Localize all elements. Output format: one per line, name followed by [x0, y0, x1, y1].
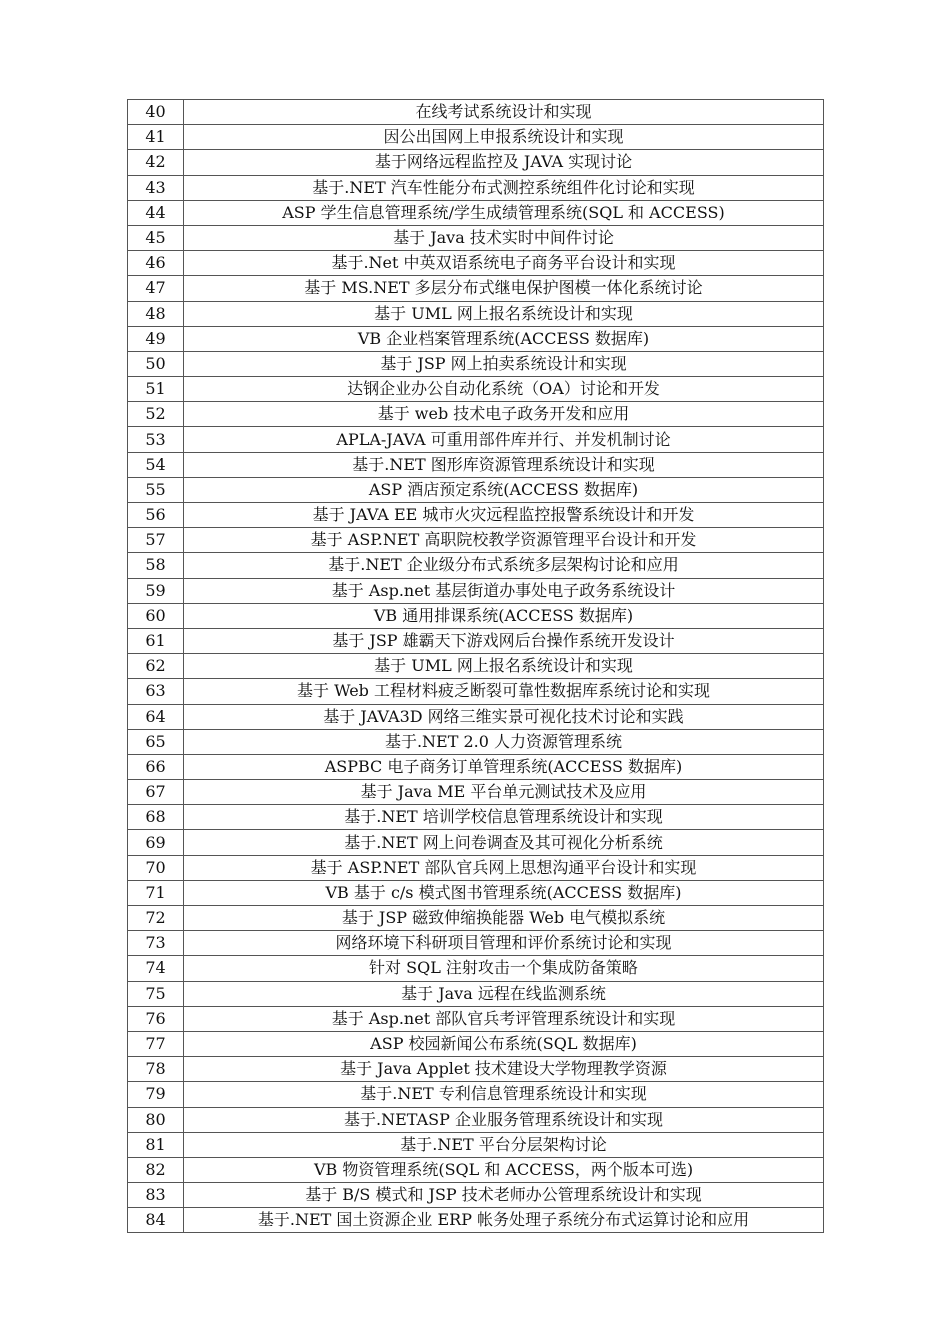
row-number-cell: 45: [128, 225, 184, 250]
row-number-cell: 42: [128, 150, 184, 175]
table-row: [128, 704, 824, 729]
row-number-cell: 74: [128, 956, 184, 981]
table-row: [128, 477, 824, 502]
topic-title-cell: 基于.Net 中英双语系统电子商务平台设计和实现: [184, 251, 824, 276]
table-row: [128, 880, 824, 905]
topic-title-cell: 基于 UML 网上报名系统设计和实现: [184, 301, 824, 326]
row-number-cell: 76: [128, 1006, 184, 1031]
table-row: [128, 780, 824, 805]
topic-title-cell: 在线考试系统设计和实现: [184, 100, 824, 125]
table-row: [128, 830, 824, 855]
row-number-cell: 69: [128, 830, 184, 855]
topic-table-body: [128, 100, 824, 1233]
row-number-cell: 71: [128, 880, 184, 905]
table-row: [128, 1183, 824, 1208]
table-row: [128, 1006, 824, 1031]
topic-title-cell: 基于 JAVA3D 网络三维实景可视化技术讨论和实践: [184, 704, 824, 729]
topic-title-cell: 达钢企业办公自动化系统（OA）讨论和开发: [184, 377, 824, 402]
table-row: [128, 402, 824, 427]
table-row: [128, 729, 824, 754]
row-number-cell: 54: [128, 452, 184, 477]
row-number-cell: 56: [128, 503, 184, 528]
topic-title-cell: APLA-JAVA 可重用部件库并行、并发机制讨论: [184, 427, 824, 452]
topic-title-cell: 针对 SQL 注射攻击一个集成防备策略: [184, 956, 824, 981]
table-row: [128, 125, 824, 150]
row-number-cell: 75: [128, 981, 184, 1006]
topic-title-cell: 基于 Asp.net 基层街道办事处电子政务系统设计: [184, 578, 824, 603]
topic-title-cell: 基于 Java 技术实时中间件讨论: [184, 225, 824, 250]
topic-title-cell: 因公出国网上申报系统设计和实现: [184, 125, 824, 150]
table-row: [128, 1157, 824, 1182]
topic-title-cell: ASP 酒店预定系统(ACCESS 数据库): [184, 477, 824, 502]
topic-title-cell: 基于.NET 2.0 人力资源管理系统: [184, 729, 824, 754]
row-number-cell: 58: [128, 553, 184, 578]
topic-title-cell: 基于 JAVA EE 城市火灾远程监控报警系统设计和开发: [184, 503, 824, 528]
topic-title-cell: 基于.NET 专利信息管理系统设计和实现: [184, 1082, 824, 1107]
row-number-cell: 49: [128, 326, 184, 351]
table-row: [128, 1208, 824, 1233]
table-row: [128, 1057, 824, 1082]
row-number-cell: 41: [128, 125, 184, 150]
table-row: [128, 931, 824, 956]
row-number-cell: 70: [128, 855, 184, 880]
topic-title-cell: 基于 JSP 网上拍卖系统设计和实现: [184, 351, 824, 376]
topic-title-cell: 基于 Web 工程材料疲乏断裂可靠性数据库系统讨论和实现: [184, 679, 824, 704]
topic-title-cell: 基于.NET 平台分层架构讨论: [184, 1132, 824, 1157]
topic-title-cell: 基于.NET 图形库资源管理系统设计和实现: [184, 452, 824, 477]
row-number-cell: 72: [128, 906, 184, 931]
table-row: [128, 100, 824, 125]
topic-title-cell: 基于 MS.NET 多层分布式继电保护图模一体化系统讨论: [184, 276, 824, 301]
topic-title-cell: 基于 Java 远程在线监测系统: [184, 981, 824, 1006]
table-row: [128, 855, 824, 880]
topic-title-cell: 基于 ASP.NET 高职院校教学资源管理平台设计和开发: [184, 528, 824, 553]
topic-title-cell: 基于 web 技术电子政务开发和应用: [184, 402, 824, 427]
table-row: [128, 200, 824, 225]
table-row: [128, 1107, 824, 1132]
row-number-cell: 44: [128, 200, 184, 225]
row-number-cell: 82: [128, 1157, 184, 1182]
topic-table: [127, 99, 824, 1233]
topic-title-cell: 基于 B/S 模式和 JSP 技术老师办公管理系统设计和实现: [184, 1183, 824, 1208]
table-row: [128, 603, 824, 628]
row-number-cell: 53: [128, 427, 184, 452]
row-number-cell: 80: [128, 1107, 184, 1132]
topic-title-cell: 基于.NET 企业级分布式系统多层架构讨论和应用: [184, 553, 824, 578]
row-number-cell: 66: [128, 754, 184, 779]
topic-title-cell: 基于.NET 国土资源企业 ERP 帐务处理子系统分布式运算讨论和应用: [184, 1208, 824, 1233]
row-number-cell: 59: [128, 578, 184, 603]
table-row: [128, 679, 824, 704]
table-row: [128, 654, 824, 679]
table-row: [128, 628, 824, 653]
topic-title-cell: 基于 Java Applet 技术建设大学物理教学资源: [184, 1057, 824, 1082]
row-number-cell: 83: [128, 1183, 184, 1208]
table-row: [128, 1132, 824, 1157]
table-row: [128, 301, 824, 326]
row-number-cell: 79: [128, 1082, 184, 1107]
row-number-cell: 60: [128, 603, 184, 628]
table-row: [128, 805, 824, 830]
row-number-cell: 47: [128, 276, 184, 301]
table-row: [128, 503, 824, 528]
row-number-cell: 52: [128, 402, 184, 427]
topic-title-cell: 基于.NETASP 企业服务管理系统设计和实现: [184, 1107, 824, 1132]
table-row: [128, 351, 824, 376]
row-number-cell: 78: [128, 1057, 184, 1082]
row-number-cell: 50: [128, 351, 184, 376]
topic-title-cell: VB 企业档案管理系统(ACCESS 数据库): [184, 326, 824, 351]
topic-title-cell: 基于 JSP 磁致伸缩换能器 Web 电气模拟系统: [184, 906, 824, 931]
row-number-cell: 48: [128, 301, 184, 326]
topic-title-cell: 基于.NET 网上问卷调查及其可视化分析系统: [184, 830, 824, 855]
topic-title-cell: 基于 Asp.net 部队官兵考评管理系统设计和实现: [184, 1006, 824, 1031]
topic-title-cell: 基于 ASP.NET 部队官兵网上思想沟通平台设计和实现: [184, 855, 824, 880]
topic-title-cell: 基于网络远程监控及 JAVA 实现讨论: [184, 150, 824, 175]
table-row: [128, 326, 824, 351]
table-row: [128, 981, 824, 1006]
row-number-cell: 73: [128, 931, 184, 956]
table-row: [128, 553, 824, 578]
table-row: [128, 754, 824, 779]
topic-title-cell: 基于 JSP 雄霸天下游戏网后台操作系统开发设计: [184, 628, 824, 653]
row-number-cell: 65: [128, 729, 184, 754]
row-number-cell: 61: [128, 628, 184, 653]
topic-title-cell: 基于.NET 汽车性能分布式测控系统组件化讨论和实现: [184, 175, 824, 200]
row-number-cell: 68: [128, 805, 184, 830]
table-row: [128, 150, 824, 175]
row-number-cell: 67: [128, 780, 184, 805]
row-number-cell: 46: [128, 251, 184, 276]
table-row: [128, 1031, 824, 1056]
topic-title-cell: ASPBC 电子商务订单管理系统(ACCESS 数据库): [184, 754, 824, 779]
row-number-cell: 84: [128, 1208, 184, 1233]
table-row: [128, 906, 824, 931]
table-row: [128, 251, 824, 276]
row-number-cell: 64: [128, 704, 184, 729]
table-row: [128, 276, 824, 301]
row-number-cell: 62: [128, 654, 184, 679]
row-number-cell: 55: [128, 477, 184, 502]
table-row: [128, 1082, 824, 1107]
topic-title-cell: VB 基于 c/s 模式图书管理系统(ACCESS 数据库): [184, 880, 824, 905]
topic-title-cell: 网络环境下科研项目管理和评价系统讨论和实现: [184, 931, 824, 956]
topic-title-cell: VB 通用排课系统(ACCESS 数据库): [184, 603, 824, 628]
topic-title-cell: 基于 Java ME 平台单元测试技术及应用: [184, 780, 824, 805]
row-number-cell: 43: [128, 175, 184, 200]
topic-title-cell: 基于.NET 培训学校信息管理系统设计和实现: [184, 805, 824, 830]
topic-title-cell: VB 物资管理系统(SQL 和 ACCESS，两个版本可选): [184, 1157, 824, 1182]
row-number-cell: 51: [128, 377, 184, 402]
row-number-cell: 63: [128, 679, 184, 704]
table-row: [128, 175, 824, 200]
topic-title-cell: ASP 学生信息管理系统/学生成绩管理系统(SQL 和 ACCESS): [184, 200, 824, 225]
table-row: [128, 452, 824, 477]
table-row: [128, 225, 824, 250]
topic-title-cell: ASP 校园新闻公布系统(SQL 数据库): [184, 1031, 824, 1056]
row-number-cell: 40: [128, 100, 184, 125]
row-number-cell: 57: [128, 528, 184, 553]
table-row: [128, 377, 824, 402]
topic-title-cell: 基于 UML 网上报名系统设计和实现: [184, 654, 824, 679]
row-number-cell: 81: [128, 1132, 184, 1157]
table-row: [128, 528, 824, 553]
table-row: [128, 956, 824, 981]
table-row: [128, 427, 824, 452]
row-number-cell: 77: [128, 1031, 184, 1056]
table-row: [128, 578, 824, 603]
